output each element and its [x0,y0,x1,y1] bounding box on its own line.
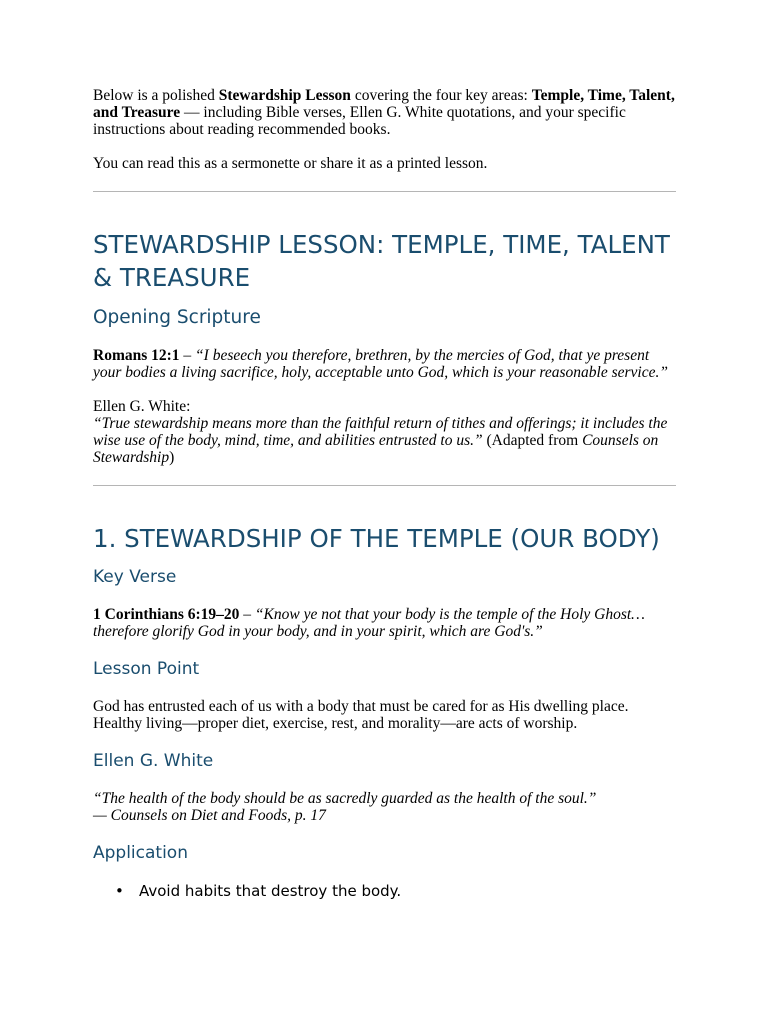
egw-health-quote: “The health of the body should be as sacredly guarded as the health of the soul.” — Counsels on Diet and Foods, p. 17 [93,790,597,824]
key-verse: 1 Corinthians 6:19–20 – “Know ye not that your body is the temple of the Holy Ghost… therefore glorify God in your body, and in your spirit, which are God's.” [93,606,645,640]
egw-heading: Ellen G. White [93,751,214,771]
bullet-icon: • [115,882,124,900]
divider [93,191,676,192]
list-item: • Avoid habits that destroy the body. [115,882,402,900]
opening-verse: Romans 12:1 – “I beseech you therefore, brethren, by the mercies of God, that ye present your bodies a living sacrifice, holy, acceptable unto God, which is your reasonable service.” [93,347,668,381]
document-page [93,87,676,900]
egw-opening-quote: “True stewardship means more than the faithful return of tithes and offerings; it includes the wise use of the body, mind, time, and abilities entrusted to us.” (Adapted from Counsels on Stewardship) [93,415,668,466]
verse-reference: 1 Corinthians 6:19–20 [93,606,240,623]
application-list [93,882,676,900]
intro-paragraph: Below is a polished Stewardship Lesson covering the four key areas: Temple, Time, Talent, and Treasure — including Bible verses, Ellen G. White quotations, and your specific instructions about reading recommended books. [93,87,675,138]
intro-bold-lesson: Stewardship Lesson [218,87,351,104]
intro-bold-areas: Temple, Time, Talent, and Treasure [93,87,675,121]
verse-reference: Romans 12:1 [93,347,180,364]
divider [93,485,676,486]
verse-text: “Know ye not that your body is the temple of the Holy Ghost… therefore glorify God in your body, and in your spirit, which are God's.” [93,606,645,640]
book-title: Counsels on Stewardship [93,432,659,466]
lesson-point-text: God has entrusted each of us with a body that must be cared for as His dwelling place. Healthy living—proper diet, exercise, rest, and morality—are acts of worship. [93,698,629,732]
intro-note: You can read this as a sermonette or share it as a printed lesson. [93,155,488,172]
lesson-point-heading: Lesson Point [93,659,200,679]
verse-text: “I beseech you therefore, brethren, by the mercies of God, that ye present your bodies a living sacrifice, holy, acceptable unto God, which is your reasonable service.” [93,347,668,381]
lesson-title: STEWARDSHIP LESSON: TEMPLE, TIME, TALENT & TREASURE [93,230,670,292]
egw-label: Ellen G. White: [93,398,191,415]
application-heading: Application [93,843,188,863]
quote-source: — Counsels on Diet and Foods, p. 17 [93,807,326,824]
opening-scripture-heading: Opening Scripture [93,307,261,328]
key-verse-heading: Key Verse [93,567,177,587]
section-1-title: 1. STEWARDSHIP OF THE TEMPLE (OUR BODY) [93,524,660,553]
